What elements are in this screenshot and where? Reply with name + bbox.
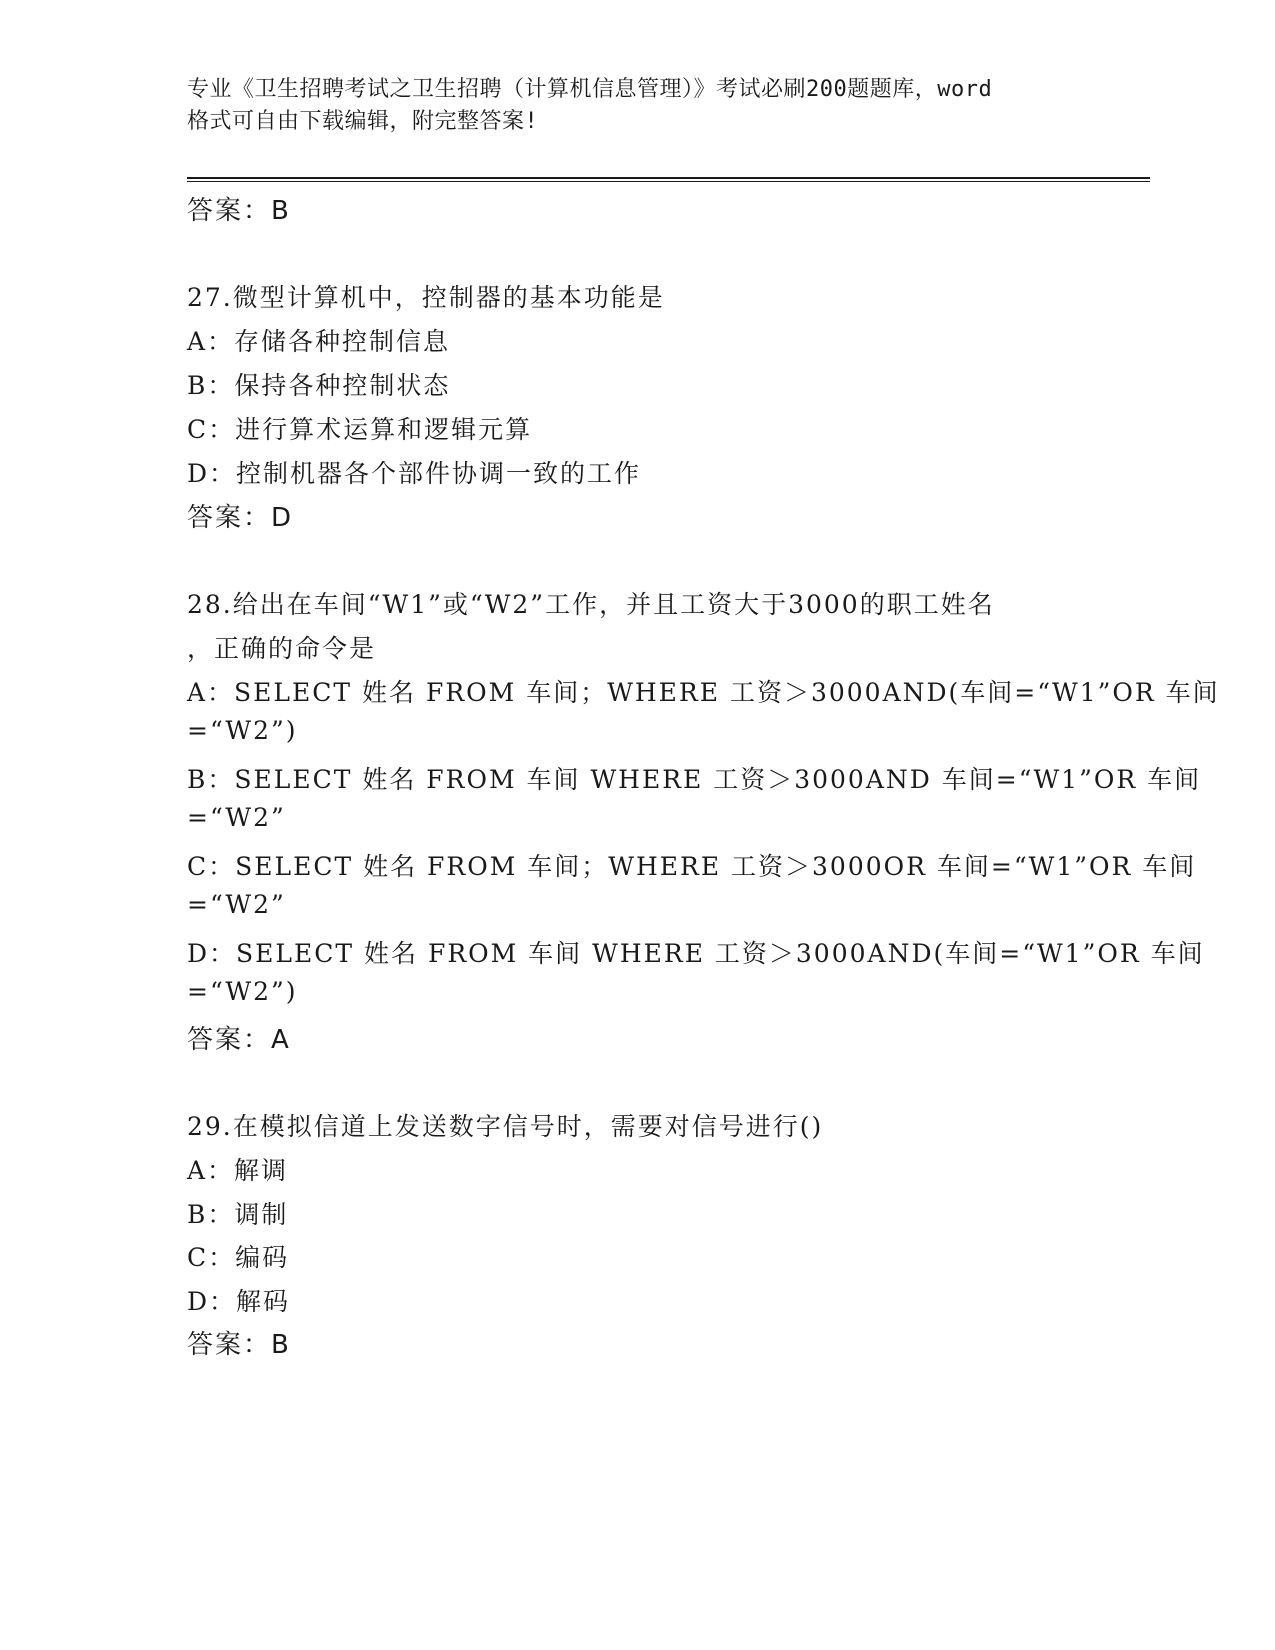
q28-option-d-line-2: =“W2”) [187,977,298,1006]
q27-option-d: D：控制机器各个部件协调一致的工作 [187,459,642,488]
q28-option-a-line-1: A：SELECT 姓名 FROM 车间；WHERE 工资＞3000AND(车间=“W1”OR 车间 [187,678,1220,707]
previous-answer: 答案：B [187,196,291,226]
document-header [187,74,1087,138]
question-29: 29.在模拟信道上发送数字信号时，需要对信号进行() [187,1112,824,1141]
q27-option-c: C：进行算术运算和逻辑元算 [187,415,533,444]
question-28-line-1: 28.给出在车间“W1”或“W2”工作，并且工资大于3000的职工姓名 [187,590,995,619]
header-line-2: 格式可自由下载编辑，附完整答案! [187,109,539,134]
q28-option-b-line-2: =“W2” [187,803,286,832]
q29-option-d: D：解码 [187,1287,291,1316]
q29-option-c: C：编码 [187,1243,290,1272]
question-28-line-2: ，正确的命令是 [187,634,377,663]
q27-answer: 答案：D [187,503,294,533]
header-divider-thin [187,181,1150,182]
q28-option-d-line-1: D：SELECT 姓名 FROM 车间 WHERE 工资＞3000AND(车间=“W1”OR 车间 [187,939,1205,968]
q28-option-a-line-2: =“W2”) [187,716,298,745]
q28-option-c-line-1: C：SELECT 姓名 FROM 车间；WHERE 工资＞3000OR 车间=“W1”OR 车间 [187,852,1197,881]
q28-option-b-line-1: B：SELECT 姓名 FROM 车间 WHERE 工资＞3000AND 车间=“W1”OR 车间 [187,765,1202,794]
header-line-1: 专业《卫生招聘考试之卫生招聘（计算机信息管理）》考试必刷200题题库，word [187,77,993,102]
question-27: 27.微型计算机中，控制器的基本功能是 [187,283,665,312]
q29-option-b: B：调制 [187,1200,289,1229]
q28-answer: 答案：A [187,1025,291,1055]
q29-option-a: A：解调 [187,1156,289,1185]
q27-option-b: B：保持各种控制状态 [187,371,451,400]
q29-answer: 答案：B [187,1330,291,1360]
header-divider-thick [187,177,1150,179]
q28-option-c-line-2: =“W2” [187,890,286,919]
q27-option-a: A：存储各种控制信息 [187,327,451,356]
